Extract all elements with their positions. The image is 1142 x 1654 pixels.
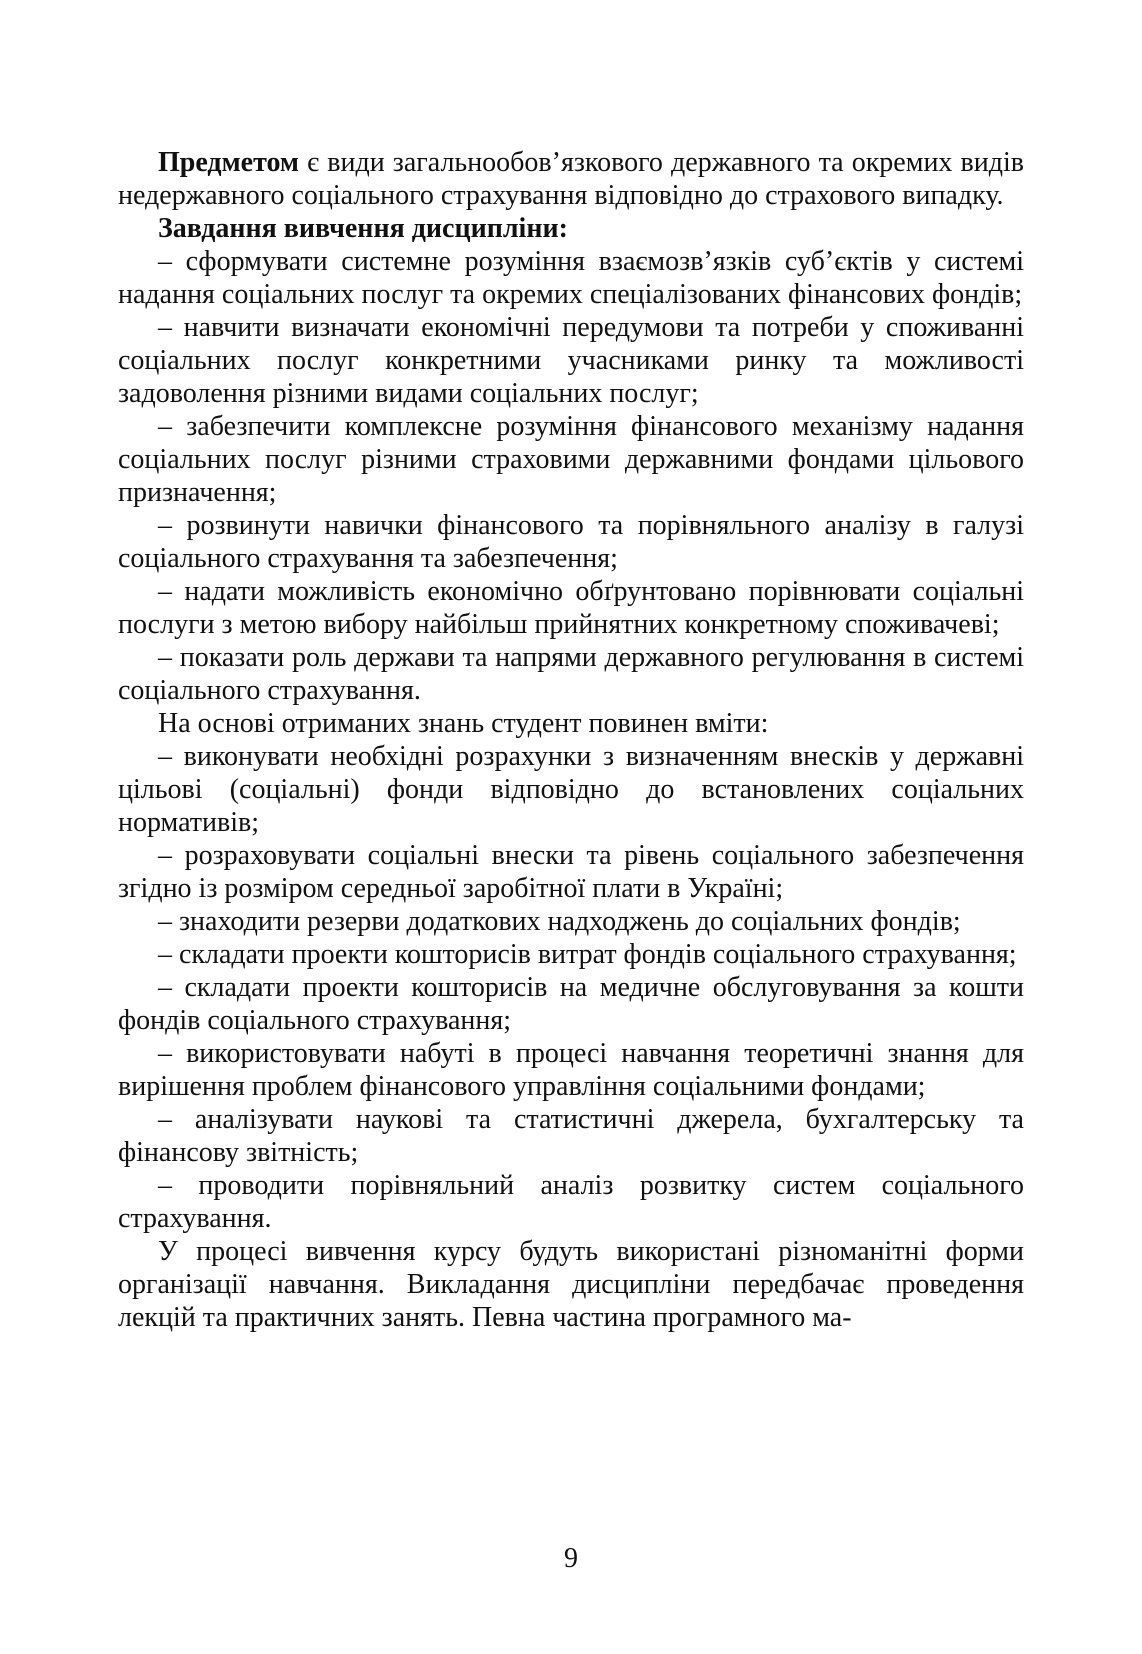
page-body bbox=[118, 146, 1024, 1334]
tasks-heading: Завдання вивчення дисципліни: bbox=[158, 213, 568, 244]
list-item: – надати можливість економічно обґрунтовано порівнювати соціальні послуги з метою вибору найбільш прийнятних конкретному споживачеві; bbox=[118, 576, 1024, 640]
list-item: – використовувати набуті в процесі навчання теоретичні знання для вирішення проблем фінансового управління соціальними фондами; bbox=[118, 1038, 1024, 1102]
list-item: – знаходити резерви додаткових надходжень до соціальних фондів; bbox=[158, 906, 961, 937]
list-item: – складати проекти кошторисів витрат фондів соціального страхування; bbox=[158, 939, 1017, 970]
list-item: – аналізувати наукові та статистичні джерела, бухгалтерську та фінансову звітність; bbox=[118, 1104, 1024, 1168]
subject-paragraph bbox=[118, 146, 1024, 212]
list-item: – сформувати системне розуміння взаємозв’язків суб’єктів у системі надання соціальних послуг та окремих спеціалізованих фінансових фондів; bbox=[118, 246, 1024, 310]
closing-paragraph: У процесі вивчення курсу будуть використані різноманітні форми організації навчання. Викладання дисципліни передбачає проведення лекцій та практичних занять. Певна частина програмного ма- bbox=[118, 1236, 1024, 1333]
list-item: – забезпечити комплексне розуміння фінансового механізму надання соціальних послуг різними страховими державними фондами цільового призначення; bbox=[118, 411, 1024, 508]
list-item: – розраховувати соціальні внески та рівень соціального забезпечення згідно із розміром середньої заробітної плати в Україні; bbox=[118, 840, 1024, 904]
subject-definition: є види загальнообов’язкового державного та окремих видів недержавного соціального страхування відповідно до страхового випадку. bbox=[118, 147, 1024, 211]
list-item: – складати проекти кошторисів на медичне обслуговування за кошти фондів соціального страхування; bbox=[118, 972, 1024, 1036]
list-item: – показати роль держави та напрями державного регулювання в системі соціального страхування. bbox=[118, 642, 1024, 706]
list-item: – навчити визначати економічні передумови та потреби у споживанні соціальних послуг конкретними учасниками ринку та можливості задоволення різними видами соціальних послуг; bbox=[118, 312, 1024, 409]
list-item: – розвинути навички фінансового та порівняльного аналізу в галузі соціального страхування та забезпечення; bbox=[118, 510, 1024, 574]
subject-term: Предметом bbox=[158, 147, 299, 178]
list-item: – виконувати необхідні розрахунки з визначенням внесків у державні цільові (соціальні) фонди відповідно до встановлених соціальних нормативів; bbox=[118, 741, 1024, 838]
page-number: 9 bbox=[564, 1543, 578, 1574]
skills-heading: На основі отриманих знань студент повинен вміти: bbox=[158, 708, 769, 739]
list-item: – проводити порівняльний аналіз розвитку систем соціального страхування. bbox=[118, 1170, 1024, 1234]
